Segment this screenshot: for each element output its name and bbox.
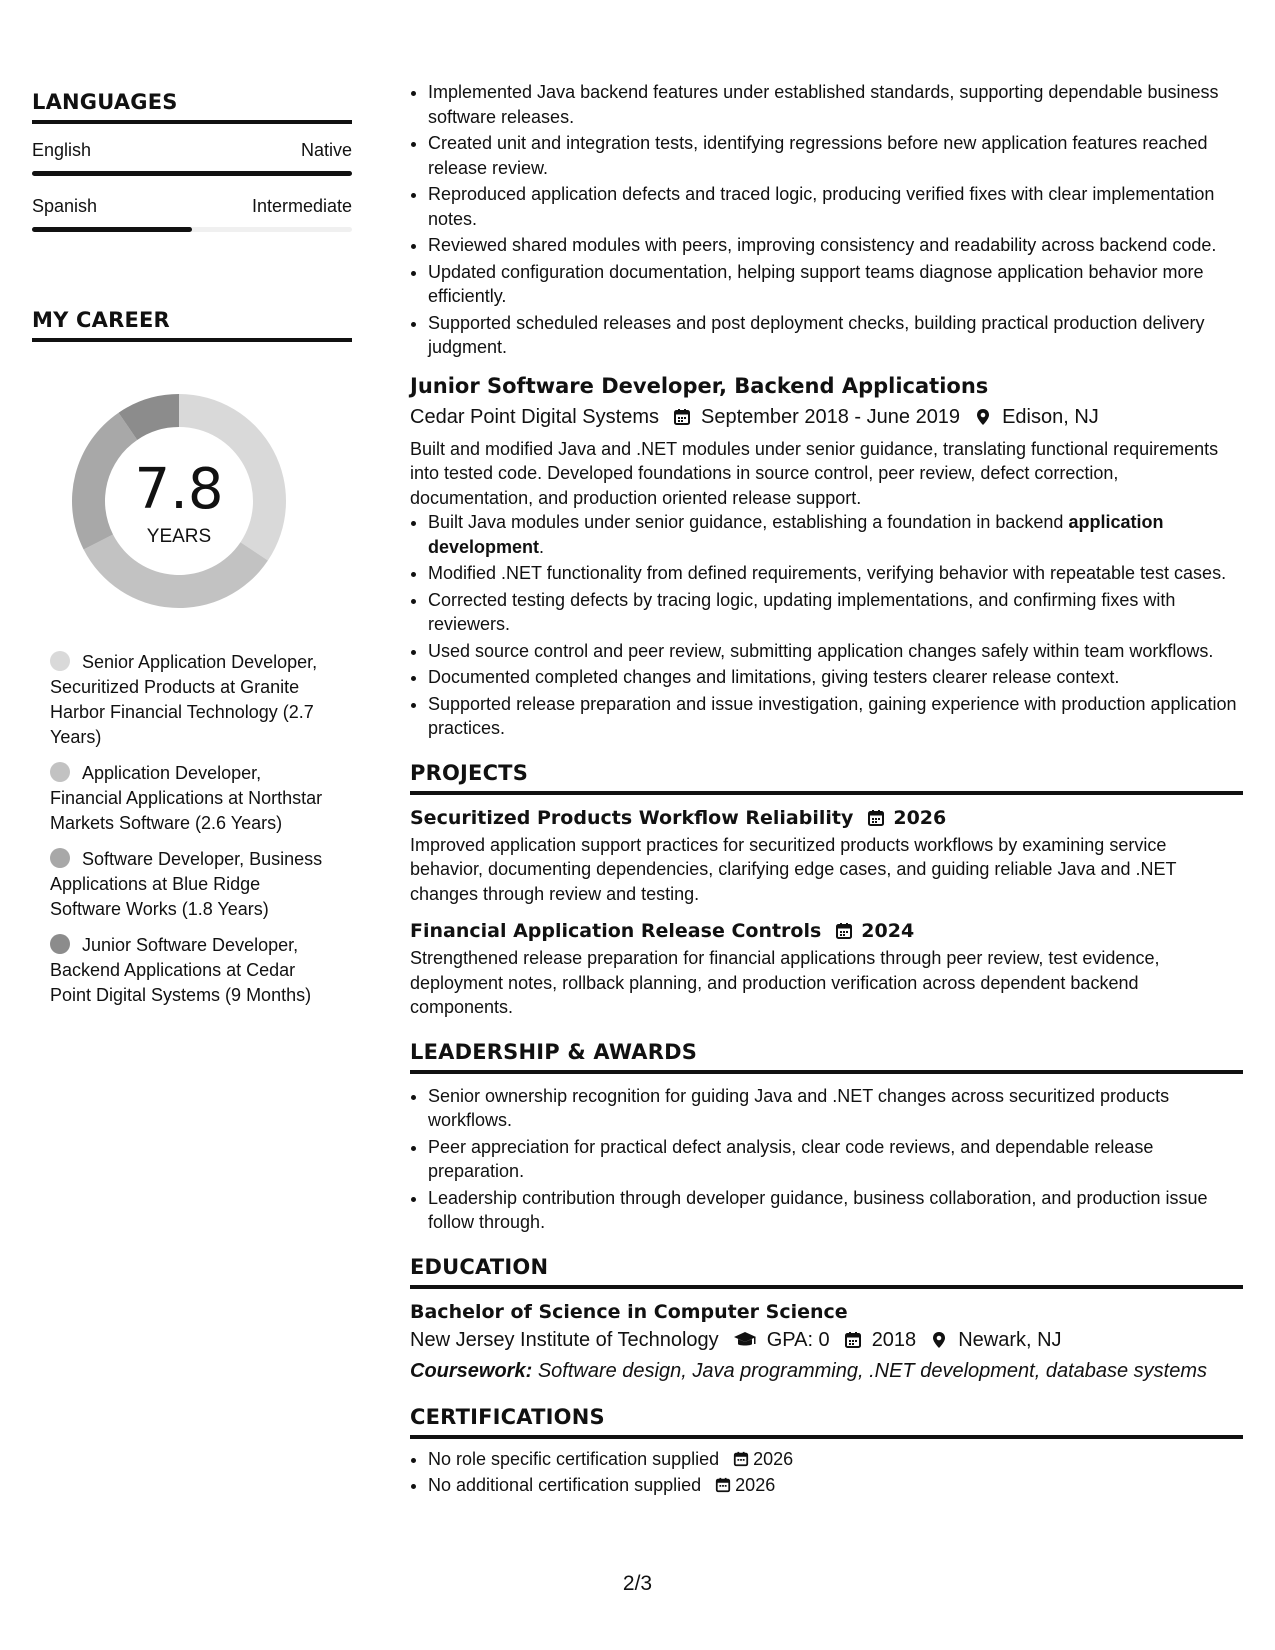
section-rule xyxy=(32,338,352,342)
degree-title: Bachelor of Science in Computer Science xyxy=(410,1300,848,1323)
list-item: • Created unit and integration tests, identifying regressions before new application features reached release review. xyxy=(428,131,1243,180)
coursework-text: Software design, Java programming, .NET development, database systems xyxy=(537,1359,1208,1382)
career-legend xyxy=(50,650,330,1008)
language-name: Spanish xyxy=(32,196,98,216)
list-item: • Supported scheduled releases and post deployment checks, building practical production delivery judgment. xyxy=(428,311,1243,360)
section-rule xyxy=(410,1285,1243,1289)
coursework xyxy=(410,1360,1243,1383)
school-name: New Jersey Institute of Technology xyxy=(410,1328,719,1351)
job-meta xyxy=(410,406,1243,429)
calendar-icon xyxy=(673,408,691,426)
language-level: Native xyxy=(300,140,352,160)
education-title: EDUCATION xyxy=(410,1254,549,1279)
career-total-years: 7.8 xyxy=(134,457,224,522)
career-donut-chart xyxy=(66,388,292,614)
section-rule xyxy=(410,791,1243,795)
career-unit: YEARS xyxy=(146,526,212,547)
list-item: • Reproduced application defects and traced logic, producing verified fixes with clear implementation notes. xyxy=(428,182,1243,231)
job-summary: Built and modified Java and .NET modules under senior guidance, translating functional requirements into tested code. Developed foundations in source control, peer review, defect correction, documentation, and production oriented release support. xyxy=(410,438,1219,508)
legend-item: Senior Application Developer, Securitized Products at Granite Harbor Financial Technology (2.7 Years) xyxy=(50,652,318,747)
coursework-label: Coursework: xyxy=(410,1359,533,1382)
project-title: Securitized Products Workflow Reliability 2026 xyxy=(410,806,947,829)
graduation-year: 2018 xyxy=(871,1328,917,1351)
language-bar xyxy=(32,171,352,176)
certifications-list xyxy=(410,1447,1243,1498)
list-item: • Updated configuration documentation, helping support teams diagnose application behavior more efficiently. xyxy=(428,260,1243,309)
job-bullets xyxy=(410,510,1243,741)
project-title: Financial Application Release Controls 2024 xyxy=(410,920,915,942)
school-location: Newark, NJ xyxy=(958,1328,1062,1351)
page-number: 2/3 xyxy=(622,1572,653,1595)
list-item: • Built Java modules under senior guidance, establishing a foundation in backend application development. xyxy=(428,510,1243,559)
list-item: • No additional certification supplied 2026 xyxy=(428,1473,1243,1498)
location-pin-icon xyxy=(974,408,992,426)
section-rule xyxy=(32,120,352,124)
list-item: • Leadership contribution through developer guidance, business collaboration, and production issue follow through. xyxy=(428,1186,1243,1235)
language-item xyxy=(32,140,352,176)
project-description: Improved application support practices for securitized products workflows by examining service behavior, documenting dependencies, clarifying edge cases, and guiding reliable Java and .NET changes through review and testing. xyxy=(410,834,1177,904)
project-description: Strengthened release preparation for financial applications through peer review, test evidence, deployment notes, rollback planning, and production verification across dependent backend components. xyxy=(410,948,1160,1017)
career-title: MY CAREER xyxy=(32,308,170,332)
right-column xyxy=(410,80,1243,1500)
job-title: Junior Software Developer, Backend Applications xyxy=(410,373,989,398)
list-item: • Senior ownership recognition for guiding Java and .NET changes across securitized products workflows. xyxy=(428,1084,1243,1133)
leadership-list xyxy=(410,1084,1243,1235)
legend-item: Software Developer, Business Applications at Blue Ridge Software Works (1.8 Years) xyxy=(50,849,323,919)
calendar-icon xyxy=(733,1451,749,1467)
list-item: • Modified .NET functionality from defined requirements, verifying behavior with repeatable test cases. xyxy=(428,561,1243,586)
legend-dot xyxy=(50,651,70,671)
legend-dot xyxy=(50,848,70,868)
education-meta xyxy=(410,1329,1243,1352)
certifications-title: CERTIFICATIONS xyxy=(410,1404,605,1429)
list-item: • Reviewed shared modules with peers, improving consistency and readability across backend code. xyxy=(428,233,1243,258)
list-item: • Supported release preparation and issue investigation, gaining experience with production application practices. xyxy=(428,692,1243,741)
language-bar xyxy=(32,227,352,232)
list-item: • Used source control and peer review, submitting application changes safely within team workflows. xyxy=(428,639,1243,664)
job-dates: September 2018 - June 2019 xyxy=(700,405,961,428)
left-column xyxy=(32,90,352,1019)
projects-title: PROJECTS xyxy=(410,760,529,785)
list-item: • Documented completed changes and limitations, giving testers clearer release context. xyxy=(428,665,1243,690)
section-rule xyxy=(410,1435,1243,1439)
language-item xyxy=(32,196,352,232)
calendar-icon xyxy=(844,1331,862,1349)
leadership-title: LEADERSHIP & AWARDS xyxy=(410,1039,698,1064)
project-year: 2024 xyxy=(861,920,915,942)
calendar-icon xyxy=(835,922,853,940)
language-name: English xyxy=(32,140,92,160)
gpa: GPA: 0 xyxy=(766,1328,830,1351)
legend-item: Application Developer, Financial Applications at Northstar Markets Software (2.6 Years) xyxy=(50,763,323,833)
project-year: 2026 xyxy=(893,806,947,829)
section-rule xyxy=(410,1070,1243,1074)
language-bar-fill xyxy=(32,227,192,232)
languages-title: LANGUAGES xyxy=(32,90,178,114)
calendar-icon xyxy=(715,1477,731,1493)
list-item: • Implemented Java backend features under established standards, supporting dependable business software releases. xyxy=(428,80,1243,129)
job-company: Cedar Point Digital Systems xyxy=(410,405,659,428)
list-item: • Corrected testing defects by tracing logic, updating implementations, and confirming fixes with reviewers. xyxy=(428,588,1243,637)
location-pin-icon xyxy=(930,1331,948,1349)
calendar-icon xyxy=(867,809,885,827)
language-level: Intermediate xyxy=(251,196,352,216)
legend-dot xyxy=(50,762,70,782)
job-location: Edison, NJ xyxy=(1002,405,1099,428)
legend-dot xyxy=(50,934,70,954)
list-item: • No role specific certification supplied 2026 xyxy=(428,1447,1243,1472)
previous-job-bullets xyxy=(410,80,1243,360)
graduation-cap-icon xyxy=(733,1331,757,1349)
list-item: • Peer appreciation for practical defect analysis, clear code reviews, and dependable release preparation. xyxy=(428,1135,1243,1184)
legend-item: Junior Software Developer, Backend Applications at Cedar Point Digital Systems (9 Months) xyxy=(50,935,312,1005)
language-bar-fill xyxy=(32,171,352,176)
